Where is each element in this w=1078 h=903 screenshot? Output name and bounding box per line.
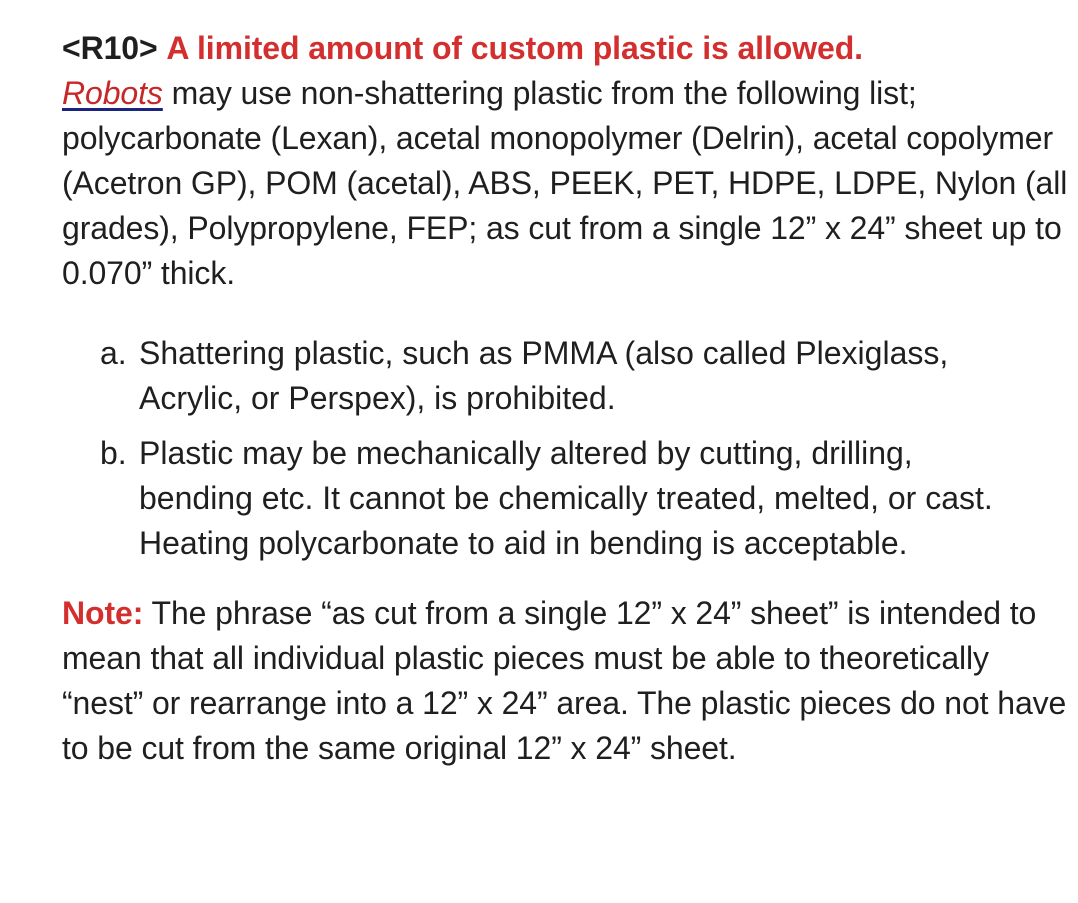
rule-document (62, 26, 1072, 771)
list-item-text: Shattering plastic, such as PMMA (also called Plexiglass, Acrylic, or Perspex), is prohibited. (139, 335, 949, 416)
list-item (62, 431, 1019, 566)
rule-title: A limited amount of custom plastic is allowed. (166, 30, 863, 66)
robots-term-link[interactable]: Robots (62, 75, 163, 111)
list-item (62, 331, 1019, 421)
rule-paragraph (62, 26, 1072, 296)
list-item-marker: a. (100, 335, 127, 371)
rule-sub-items (62, 331, 1072, 566)
note-paragraph (62, 591, 1072, 771)
rule-body: may use non-shattering plastic from the following list; polycarbonate (Lexan), acetal monopolymer (Delrin), acetal copolymer (Acetron GP), POM (acetal), ABS, PEEK, PET, HDPE, LDPE, Nylon (all grades), Polypropylene, FEP; as cut from a single 12” x 24” sheet up to 0.070” thick. (62, 75, 1068, 291)
list-item-text: Plastic may be mechanically altered by cutting, drilling, bending etc. It cannot be chemically treated, melted, or cast. Heating polycarbonate to aid in bending is acceptable. (139, 435, 993, 561)
rule-id: <R10> (62, 30, 158, 66)
note-text: The phrase “as cut from a single 12” x 24” sheet” is intended to mean that all individual plastic pieces must be able to theoretically “nest” or rearrange into a 12” x 24” area. The plastic pieces do not have to be cut from the same original 12” x 24” sheet. (62, 595, 1067, 766)
note-label: Note: (62, 595, 144, 631)
list-item-marker: b. (100, 435, 127, 471)
